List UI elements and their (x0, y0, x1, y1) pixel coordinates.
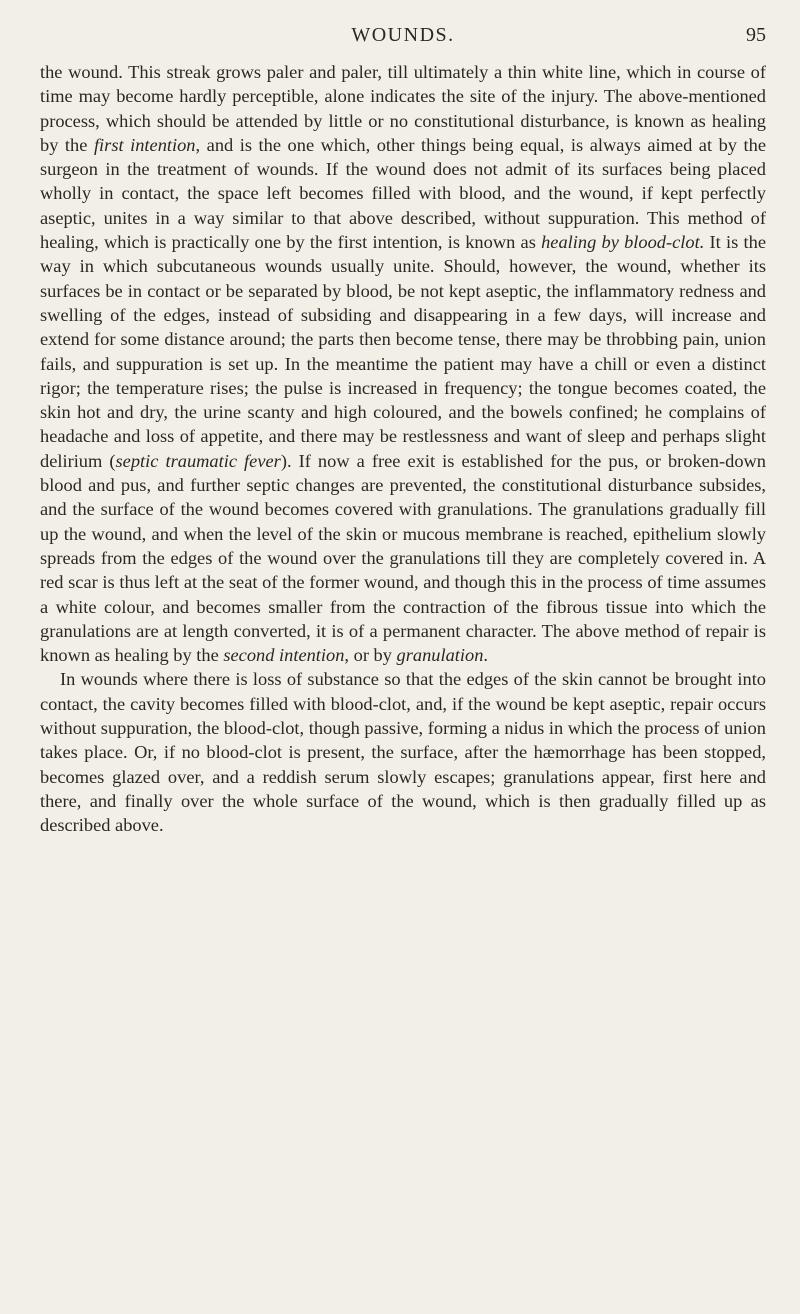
term-healing-by-blood-clot: healing by blood-clot. (541, 232, 705, 253)
text-segment: It is the way in which subcutaneous wounds usually unite. Should, however, the wound, whether its surfaces be in contact or be separated by blood, be not kept aseptic, the inflammatory redness and swelling of the edges, instead of subsiding and disappearing in a few days, will increase and extend for some distance around; the parts then become tense, there may be throbbing pain, union fails, and suppuration is set up. In the meantime the patient may have a chill or even a distinct rigor; the temperature rises; the pulse is increased in frequency; the tongue becomes coated, the skin hot and dry, the urine scanty and high coloured, and the bowels confined; he complains of headache and loss of appetite, and there may be restlessness and want of sleep and perhaps slight delirium ( (40, 232, 767, 471)
text-segment: , or by (344, 645, 397, 666)
page-number: 95 (746, 24, 766, 46)
term-granulation: granulation (396, 645, 484, 666)
running-head (40, 14, 766, 60)
body-text (40, 60, 766, 838)
term-septic-traumatic-fever: septic traumatic fever (115, 450, 281, 471)
paragraph-loss-of-substance: In wounds where there is loss of substance so that the edges of the skin cannot be brought into contact, the cavity becomes filled with blood-clot, and, if the wound be kept aseptic, repair occurs without suppuration, the blood-clot, though passive, forming a nidus in which the process of union takes place. Or, if no blood-clot is present, the surface, after the hæmorrhage has been stopped, becomes glazed over, and a reddish serum slowly escapes; granulations appear, first here and there, and finally over the whole surface of the wound, which is then gradually filled up as described above. (40, 669, 766, 836)
text-segment: ). If now a free exit is established for the pus, or broken-down blood and pus, and further septic changes are prevented, the constitutional disturbance subsides, and the surface of the wound becomes covered with granulations. The granulations gradually fill up the wound, and when the level of the skin or mucous membrane is reached, epithelium slowly spreads from the edges of the wound over the granulations till they are completely covered in. A red scar is thus left at the seat of the former wound, and though this in the process of time assumes a white colour, and becomes smaller from the contraction of the fibrous tissue into which the granulations are at length converted, it is of a permanent character. The above method of repair is known as healing by the (40, 450, 766, 666)
text-segment: . (483, 645, 488, 666)
text-segment: the wound. This streak grows paler and paler, till ultimately a thin white line, which in course of time may become hardly perceptible, alone indicates the site of the injury. The above-mentioned process, which should be attended by little or no constitutional disturbance, is known as healing by the (40, 62, 766, 155)
term-first-intention: first intention (93, 134, 196, 155)
text-segment: , and is the one which, other things being equal, is always aimed at by the surgeon in the treatment of wounds. If the wound does not admit of its surfaces being placed wholly in contact, the space left becomes filled with blood, and the wound, if kept perfectly aseptic, unites in a way similar to that above described, without suppuration. This method of healing, which is practically one by the first intention, is known as (40, 134, 767, 253)
paragraph-continued (40, 60, 766, 667)
running-title: WOUNDS. (351, 24, 455, 46)
term-second-intention: second intention (223, 645, 345, 666)
